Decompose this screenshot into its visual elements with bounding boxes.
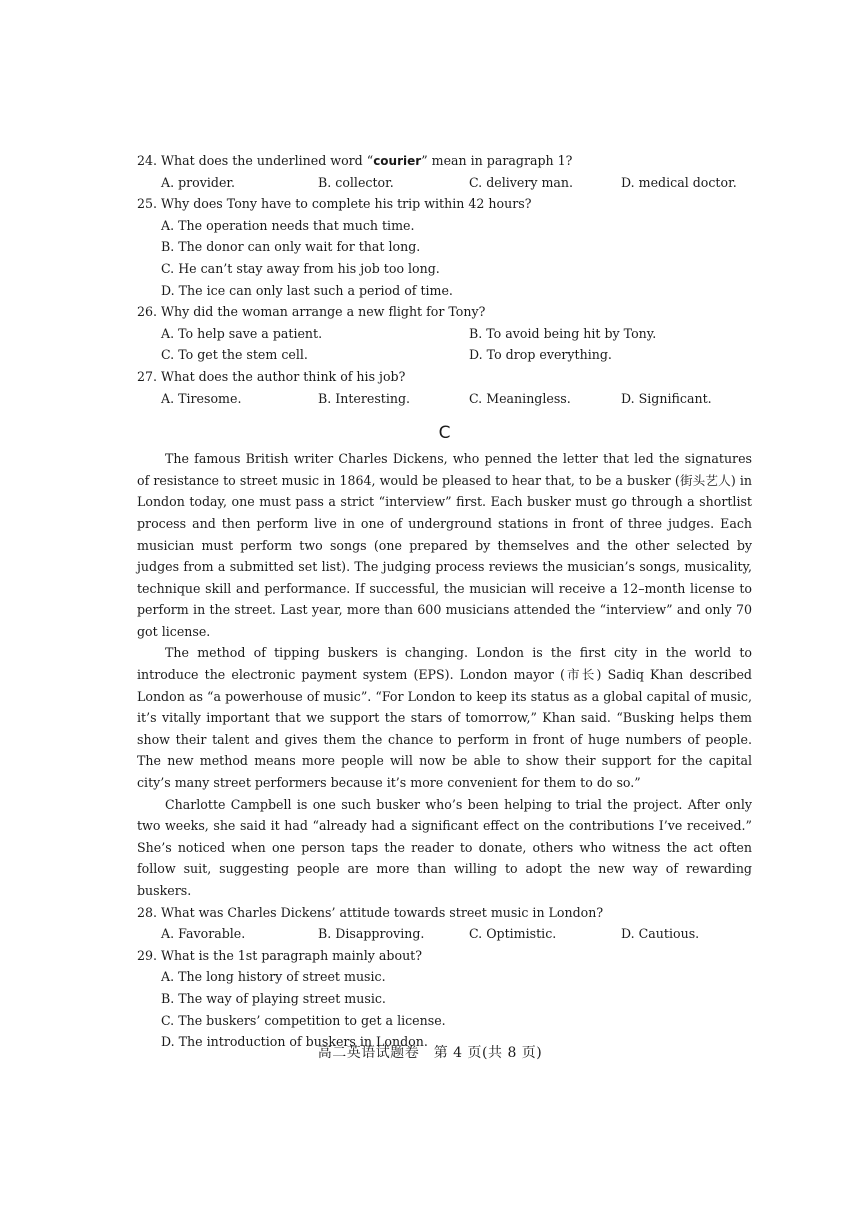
question-26-options-cd (137, 344, 752, 366)
option-c: C. To get the stem cell. (161, 347, 308, 363)
option-c: C. Meaningless. (469, 390, 571, 406)
question-28: 28. What was Charles Dickens’ attitude towards street music in London? (137, 904, 604, 920)
option-c: C. The buskers’ competition to get a license. (161, 1012, 446, 1028)
option-b: B. collector. (318, 174, 394, 190)
page-content (137, 150, 752, 1053)
question-27: 27. What does the author think of his job? (137, 368, 406, 384)
option-a: A. The long history of street music. (161, 969, 386, 985)
option-d: D. To drop everything. (469, 347, 612, 363)
option-d: D. Significant. (621, 390, 712, 406)
option-a: A. To help save a patient. (161, 325, 323, 341)
question-27-options (137, 388, 752, 410)
question-26-options-ab (137, 323, 752, 345)
question-28-options (137, 923, 752, 945)
option-b: B. The donor can only wait for that long. (161, 239, 421, 255)
question-24-stem-prefix: 24. What does the underlined word “ (137, 153, 374, 168)
question-29: 29. What is the 1st paragraph mainly about? (137, 947, 422, 963)
option-c: C. He can’t stay away from his job too long. (161, 260, 440, 276)
option-b: B. Disapproving. (318, 926, 425, 942)
option-d: D. The introduction of buskers in London. (161, 1034, 428, 1050)
question-26: 26. Why did the woman arrange a new flight for Tony? (137, 304, 486, 320)
option-c: C. Optimistic. (469, 926, 557, 942)
passage-paragraph-1: The famous British writer Charles Dickens, who penned the letter that led the signatures of resistance to street music in 1864, would be pleased to hear that, to be a busker (街头艺人) in London today, one must pass a strict “interview” first. Each busker must go through a shortlist process and then perform live in one of underground stations in front of three judges. Each musician must perform two songs (one prepared by themselves and the other selected by judges from a submitted set list). The judging process reviews the musician’s songs, musicality, technique skill and performance. If successful, the musician will receive a 12–month license to perform in the street. Last year, more than 600 musicians attended the “interview” and only 70 got license. (137, 451, 752, 639)
option-a: A. Tiresome. (161, 390, 242, 406)
question-24-stem-suffix: ” mean in paragraph 1? (421, 153, 573, 168)
passage-paragraph-3: Charlotte Campbell is one such busker who’s been helping to trial the project. After only two weeks, she said it had “already had a significant effect on the contributions I’ve received.” She’s noticed when one person taps the reader to donate, others who witness the act often follow suit, suggesting people are more than willing to adopt the new way of rewarding buskers. (137, 796, 752, 898)
question-24 (137, 150, 752, 172)
option-d: D. The ice can only last such a period of time. (161, 282, 453, 298)
page-footer: 高二英语试题卷 第 4 页(共 8 页) (317, 1045, 543, 1061)
question-24-options (137, 172, 752, 194)
underlined-word: courier (373, 154, 422, 168)
passage-paragraph-2: The method of tipping buskers is changing. London is the first city in the world to introduce the electronic payment system (EPS). London mayor (市长) Sadiq Khan described London as “a powerhouse of music”. “For London to keep its status as a global capital of music, it’s vitally important that we support the stars of tomorrow,” Khan said. “Busking helps them show their talent and gives them the chance to perform in front of huge numbers of people. The new method means more people will now be able to show their support for the capital city’s many street performers because it’s more convenient for them to do so.” (137, 645, 752, 791)
option-b: B. To avoid being hit by Tony. (469, 325, 657, 341)
option-d: D. medical doctor. (621, 174, 737, 190)
option-a: A. provider. (161, 174, 236, 190)
section-title: C (438, 423, 451, 444)
option-c: C. delivery man. (469, 174, 574, 190)
option-a: A. The operation needs that much time. (161, 217, 415, 233)
option-a: A. Favorable. (161, 926, 246, 942)
question-25: 25. Why does Tony have to complete his trip within 42 hours? (137, 196, 532, 212)
option-b: B. The way of playing street music. (161, 990, 386, 1006)
option-b: B. Interesting. (318, 390, 411, 406)
option-d: D. Cautious. (621, 926, 700, 942)
